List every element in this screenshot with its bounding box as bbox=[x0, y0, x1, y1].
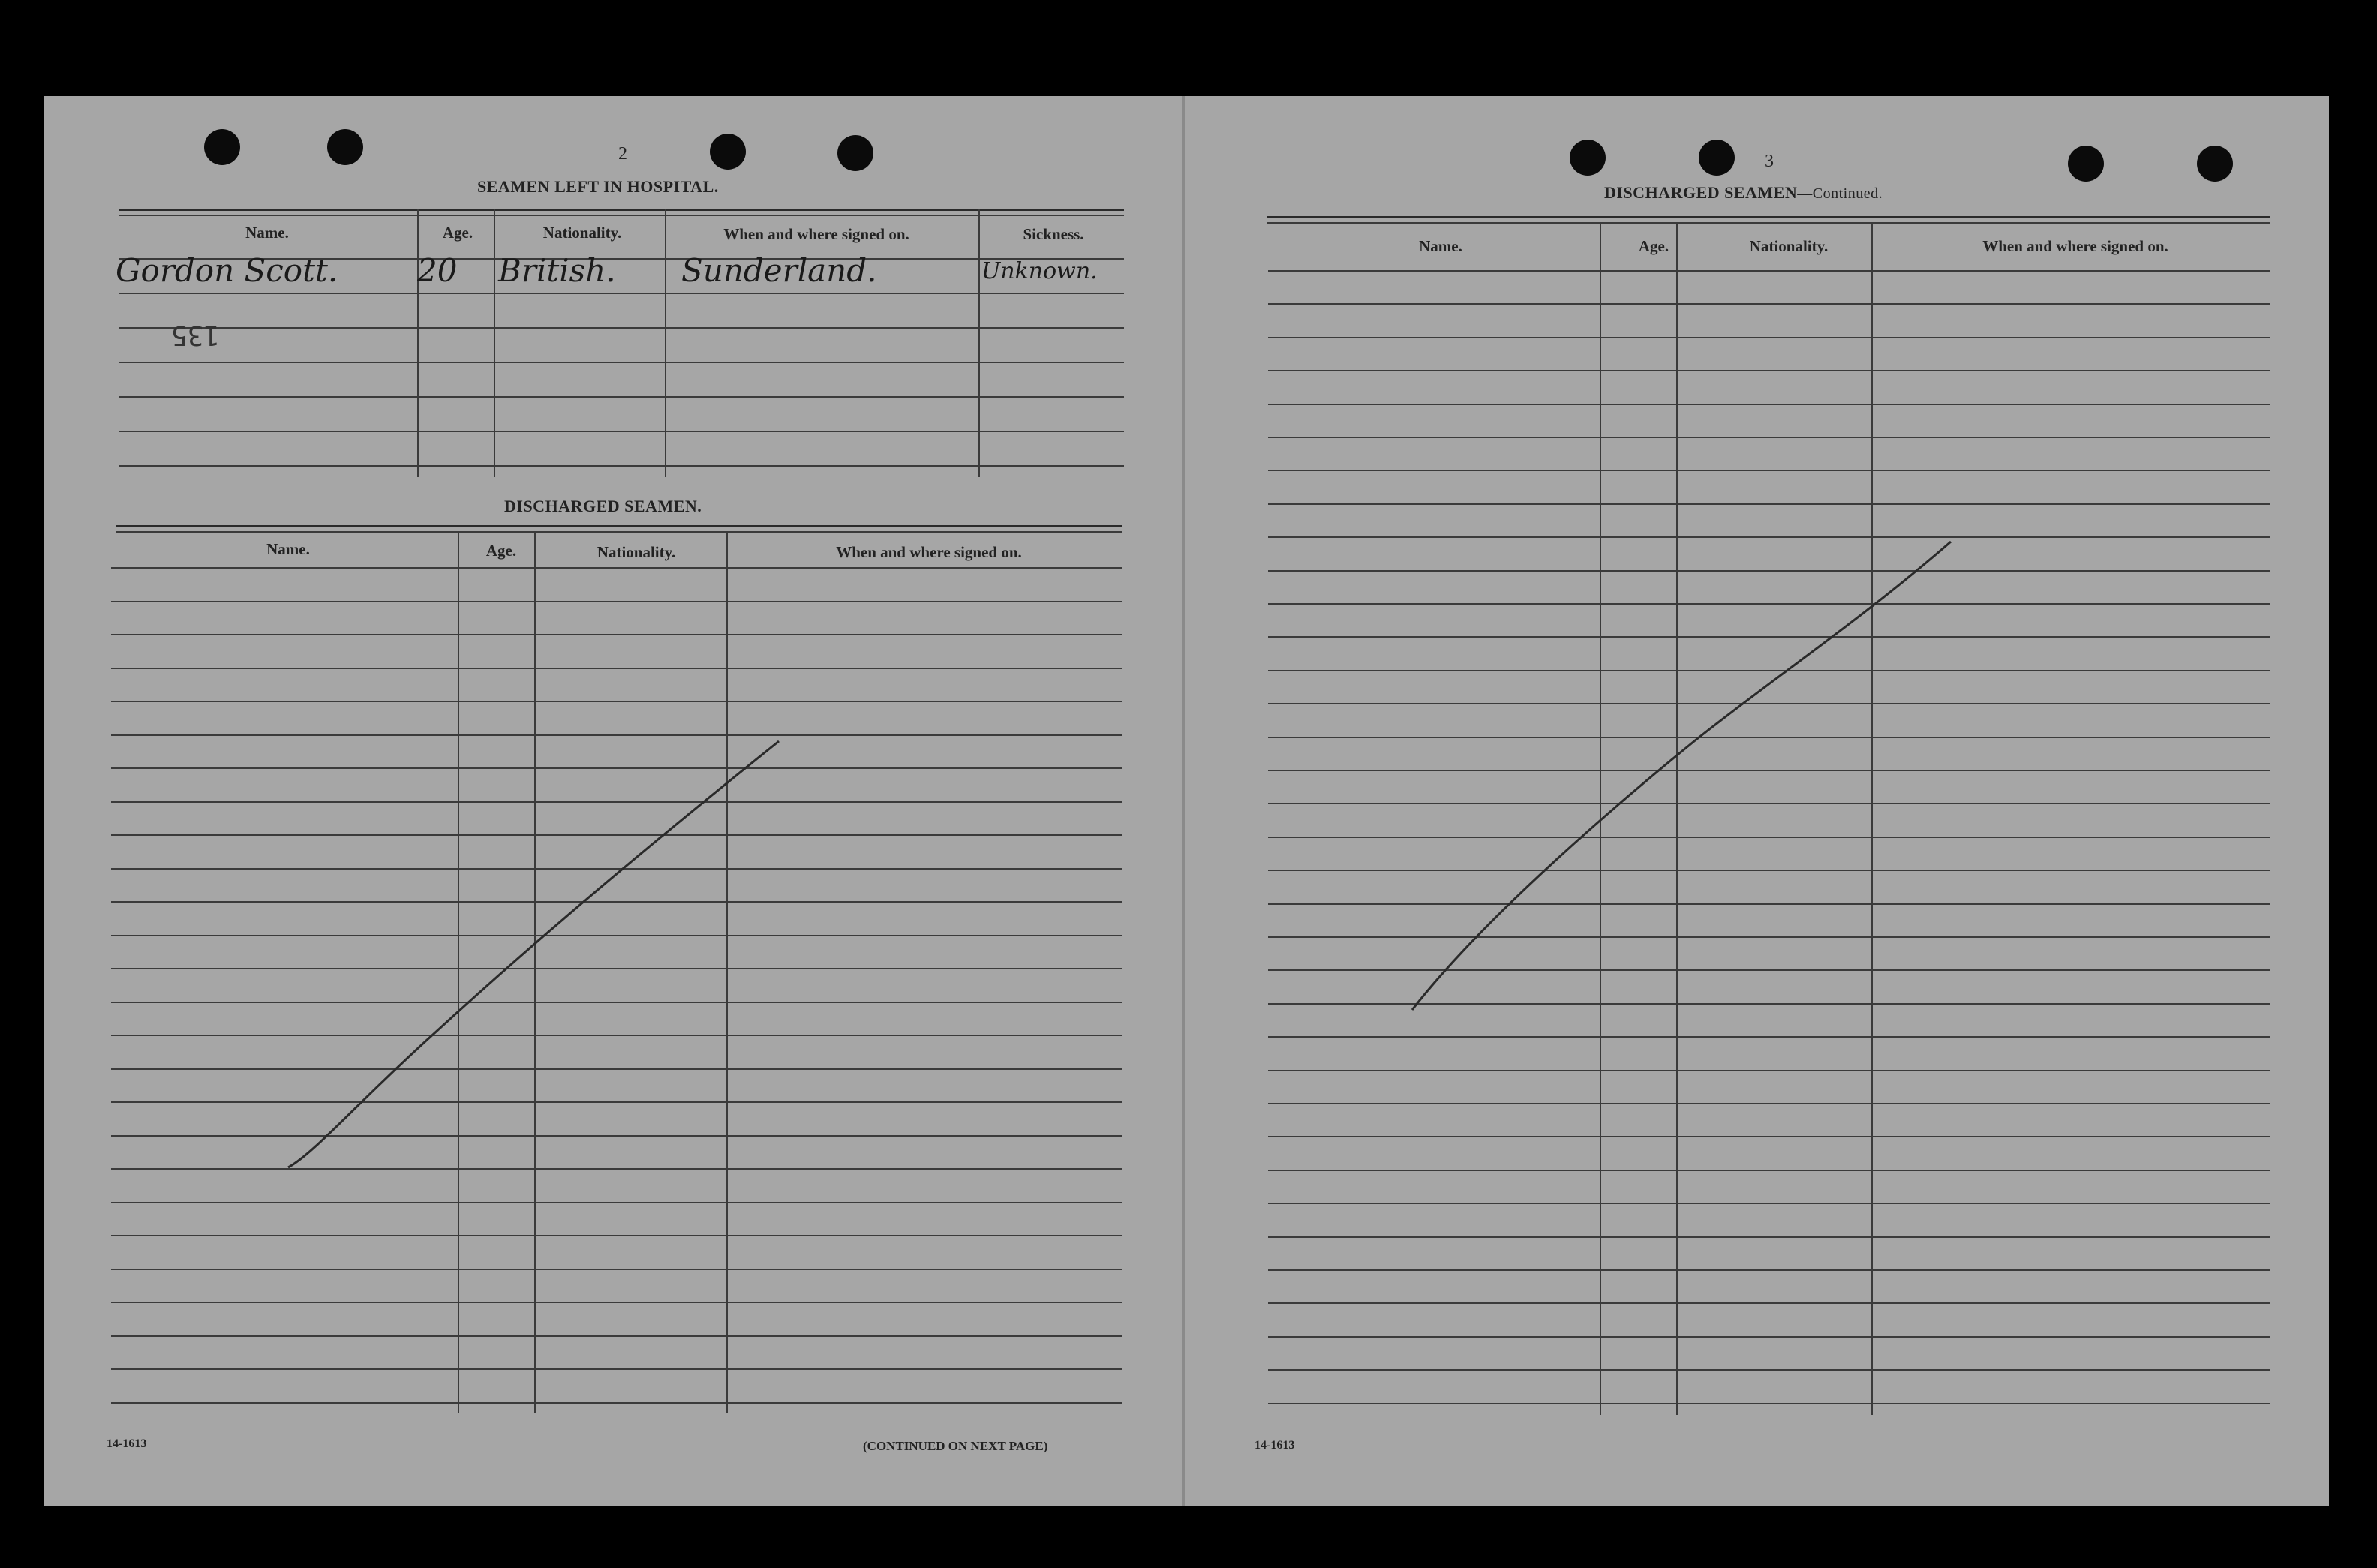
form-number: 14-1613 bbox=[107, 1437, 147, 1450]
column-header-nationality: Nationality. bbox=[597, 543, 676, 561]
continued-note: (CONTINUED ON NEXT PAGE) bbox=[863, 1439, 1048, 1453]
column-header-age: Age. bbox=[1638, 237, 1669, 255]
entry-name: Gordon Scott. bbox=[116, 252, 338, 289]
column-header-nationality: Nationality. bbox=[542, 224, 622, 242]
column-header-age: Age. bbox=[485, 542, 517, 560]
column-header-signed-on: When and where signed on. bbox=[723, 225, 909, 243]
heading-main: DISCHARGED SEAMEN bbox=[1604, 183, 1798, 202]
form-number: 14-1613 bbox=[1255, 1439, 1295, 1452]
page-number: 2 bbox=[618, 144, 627, 164]
stamped-number: 135 bbox=[171, 320, 221, 350]
column-header-signed-on: When and where signed on. bbox=[836, 543, 1022, 561]
heading-continued: —Continued. bbox=[1797, 185, 1883, 202]
cancellation-strokes bbox=[44, 96, 2329, 1506]
column-header-sickness: Sickness. bbox=[1023, 225, 1084, 243]
page-number: 3 bbox=[1765, 152, 1774, 171]
column-header-signed-on: When and where signed on. bbox=[1982, 237, 2168, 255]
column-header-name: Name. bbox=[266, 540, 310, 558]
entry-age: 20 bbox=[417, 252, 458, 289]
column-header-name: Name. bbox=[245, 224, 289, 242]
right-cancel-stroke bbox=[1412, 542, 1951, 1010]
discharged-section-heading: DISCHARGED SEAMEN. bbox=[504, 497, 702, 515]
ledger-sheet bbox=[44, 96, 2329, 1506]
column-header-nationality: Nationality. bbox=[1749, 237, 1829, 255]
entry-signed-on: Sunderland. bbox=[681, 252, 877, 289]
column-header-name: Name. bbox=[1419, 237, 1462, 255]
hospital-section-heading: SEAMEN LEFT IN HOSPITAL. bbox=[477, 177, 719, 196]
left-cancel-stroke bbox=[288, 741, 779, 1167]
entry-nationality: British. bbox=[498, 252, 616, 289]
entry-sickness: Unknown. bbox=[981, 258, 1098, 284]
column-header-age: Age. bbox=[442, 224, 473, 242]
